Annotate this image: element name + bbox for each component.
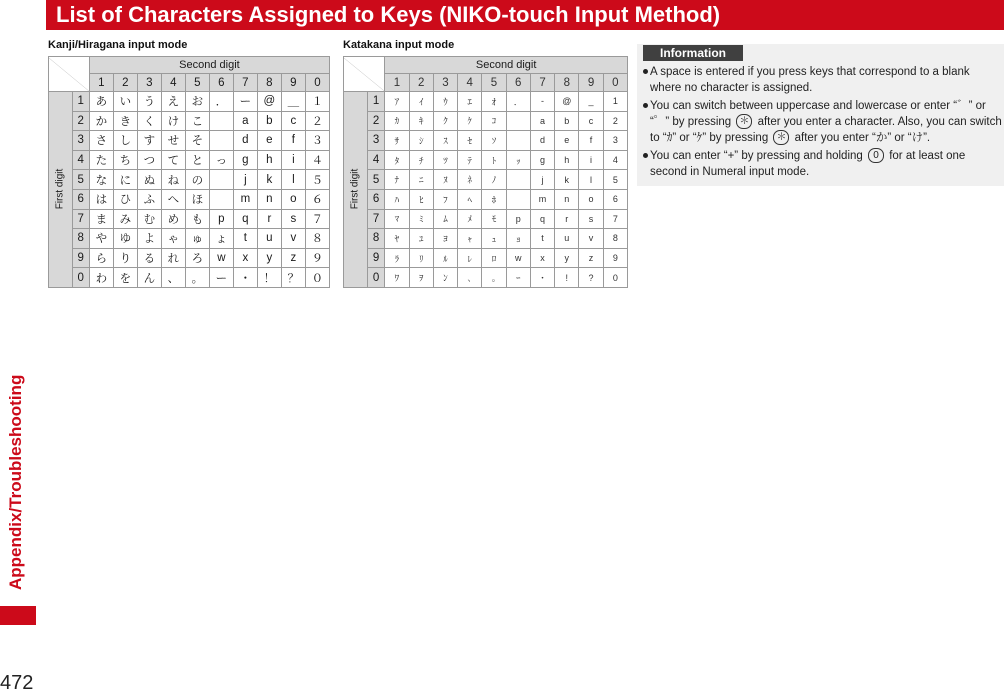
character-cell: r xyxy=(257,209,281,229)
character-cell: ｺ xyxy=(482,111,506,131)
character-cell: ろ xyxy=(185,248,209,268)
asterisk-key-icon: ＊ xyxy=(736,114,752,129)
character-cell: ー xyxy=(233,92,257,112)
character-cell: ５ xyxy=(305,170,329,190)
character-cell: c xyxy=(281,111,305,131)
row-number: 1 xyxy=(367,92,385,112)
column-number: 2 xyxy=(113,74,137,92)
character-cell: わ xyxy=(89,268,113,288)
character-cell: り xyxy=(113,248,137,268)
character-cell: a xyxy=(530,111,554,131)
character-cell: e xyxy=(555,131,579,151)
character-cell: ら xyxy=(89,248,113,268)
katakana-section-label: Katakana input mode xyxy=(343,39,455,51)
character-cell: ｯ xyxy=(506,150,530,170)
column-number: 6 xyxy=(506,74,530,92)
character-cell: i xyxy=(281,150,305,170)
character-cell: y xyxy=(555,248,579,268)
row-number: 3 xyxy=(72,131,89,151)
row-number: 7 xyxy=(367,209,385,229)
character-cell: ＿ xyxy=(281,92,305,112)
character-cell: j xyxy=(530,170,554,190)
column-number: 0 xyxy=(305,74,329,92)
column-number: 1 xyxy=(89,74,113,92)
row-number: 6 xyxy=(367,189,385,209)
row-number: 1 xyxy=(72,92,89,112)
character-cell: r xyxy=(555,209,579,229)
info-text: for at least one second in Numeral input mode. xyxy=(650,150,966,178)
column-number: 4 xyxy=(458,74,482,92)
table-row xyxy=(49,209,330,229)
character-cell: ０ xyxy=(305,268,329,288)
table-row xyxy=(344,229,628,249)
table-row xyxy=(344,209,628,229)
character-cell: ｷ xyxy=(409,111,433,131)
character-cell: ｴ xyxy=(458,92,482,112)
character-cell: e xyxy=(257,131,281,151)
character-cell: ３ xyxy=(305,131,329,151)
character-cell: れ xyxy=(161,248,185,268)
character-cell: x xyxy=(530,248,554,268)
character-cell: せ xyxy=(161,131,185,151)
table-row xyxy=(49,150,330,170)
page-title: List of Characters Assigned to Keys (NIKO-touch Input Method) xyxy=(56,2,721,27)
character-cell: １ xyxy=(305,92,329,112)
character-cell: ･ xyxy=(530,268,554,288)
character-cell: u xyxy=(555,229,579,249)
character-cell: ﾝ xyxy=(433,268,457,288)
character-cell: を xyxy=(113,268,137,288)
character-cell: む xyxy=(137,209,161,229)
character-cell: ﾂ xyxy=(433,150,457,170)
character-cell: ? xyxy=(579,268,603,288)
character-cell: ほ xyxy=(185,189,209,209)
character-cell: ｰ xyxy=(506,268,530,288)
character-cell: ､ xyxy=(458,268,482,288)
character-cell: あ xyxy=(89,92,113,112)
character-cell: ７ xyxy=(305,209,329,229)
character-cell: l xyxy=(579,170,603,190)
row-number: 7 xyxy=(72,209,89,229)
kanji-key-table xyxy=(48,56,330,288)
character-cell: b xyxy=(257,111,281,131)
row-number: 2 xyxy=(72,111,89,131)
character-cell: 4 xyxy=(603,150,627,170)
column-number: 9 xyxy=(281,74,305,92)
character-cell: ん xyxy=(137,268,161,288)
column-number: 3 xyxy=(137,74,161,92)
table-row xyxy=(344,170,628,190)
info-text: A space is entered if you press keys that correspond to a blank where no character is assigned. xyxy=(650,66,970,94)
character-cell: o xyxy=(281,189,305,209)
kanji-section-label: Kanji/Hiragana input mode xyxy=(48,39,188,51)
table-row xyxy=(344,248,628,268)
table-row xyxy=(344,92,628,112)
character-cell: 2 xyxy=(603,111,627,131)
character-cell: f xyxy=(579,131,603,151)
first-digit-header xyxy=(49,92,73,288)
character-cell: i xyxy=(579,150,603,170)
table-row xyxy=(344,150,628,170)
information-list xyxy=(643,64,1003,182)
character-cell: き xyxy=(113,111,137,131)
character-cell: s xyxy=(579,209,603,229)
character-cell: k xyxy=(555,170,579,190)
character-cell: お xyxy=(185,92,209,112)
character-cell: け xyxy=(161,111,185,131)
column-number: 2 xyxy=(409,74,433,92)
character-cell: ょ xyxy=(209,229,233,249)
column-number: 7 xyxy=(530,74,554,92)
row-number: 9 xyxy=(367,248,385,268)
character-cell: ひ xyxy=(113,189,137,209)
character-cell: v xyxy=(579,229,603,249)
character-cell: d xyxy=(530,131,554,151)
character-cell: か xyxy=(89,111,113,131)
character-cell: ﾅ xyxy=(385,170,409,190)
character-cell: n xyxy=(257,189,281,209)
table-corner xyxy=(344,57,385,92)
character-cell: ﾍ xyxy=(458,189,482,209)
character-cell: h xyxy=(257,150,281,170)
character-cell: め xyxy=(161,209,185,229)
character-cell: ﾛ xyxy=(482,248,506,268)
character-cell: こ xyxy=(185,111,209,131)
character-cell: @ xyxy=(555,92,579,112)
character-cell: ？ xyxy=(281,268,305,288)
character-cell: ｽ xyxy=(433,131,457,151)
character-cell xyxy=(209,111,233,131)
table-row xyxy=(49,111,330,131)
column-number: 9 xyxy=(579,74,603,92)
character-cell: ｡ xyxy=(482,268,506,288)
character-cell: y xyxy=(257,248,281,268)
info-text: after you enter “か” or “け”. xyxy=(794,132,931,144)
column-number: 5 xyxy=(185,74,209,92)
character-cell: w xyxy=(506,248,530,268)
character-cell: ｳ xyxy=(433,92,457,112)
row-number: 6 xyxy=(72,189,89,209)
character-cell: ｸ xyxy=(433,111,457,131)
character-cell: ゆ xyxy=(113,229,137,249)
column-number: 8 xyxy=(555,74,579,92)
first-digit-label: First digit xyxy=(54,169,66,210)
character-cell: ｼ xyxy=(409,131,433,151)
column-number: 8 xyxy=(257,74,281,92)
character-cell: ｾ xyxy=(458,131,482,151)
character-cell: ４ xyxy=(305,150,329,170)
character-cell: と xyxy=(185,150,209,170)
title-bar xyxy=(46,0,1004,30)
character-cell: n xyxy=(555,189,579,209)
row-number: 8 xyxy=(367,229,385,249)
character-cell: ﾎ xyxy=(482,189,506,209)
katakana-key-table xyxy=(343,56,628,288)
character-cell: ﾒ xyxy=(458,209,482,229)
character-cell: _ xyxy=(579,92,603,112)
character-cell: ６ xyxy=(305,189,329,209)
character-cell: ﾗ xyxy=(385,248,409,268)
character-cell: u xyxy=(257,229,281,249)
info-item xyxy=(643,98,1003,146)
character-cell: ふ xyxy=(137,189,161,209)
character-cell: 6 xyxy=(603,189,627,209)
character-cell: そ xyxy=(185,131,209,151)
character-cell: a xyxy=(233,111,257,131)
info-text: You can switch between uppercase and lowercase or enter “゛” or “゜” by pressing xyxy=(650,100,986,128)
character-cell: ﾙ xyxy=(433,248,457,268)
character-cell: c xyxy=(579,111,603,131)
character-cell: ﾖ xyxy=(433,229,457,249)
character-cell: も xyxy=(185,209,209,229)
character-cell: t xyxy=(233,229,257,249)
character-cell: ー xyxy=(209,268,233,288)
character-cell xyxy=(506,189,530,209)
table-corner xyxy=(49,57,90,92)
column-number: 0 xyxy=(603,74,627,92)
table-row xyxy=(49,131,330,151)
column-number: 5 xyxy=(482,74,506,92)
character-cell: ． xyxy=(209,92,233,112)
character-cell: g xyxy=(233,150,257,170)
character-cell: ﾃ xyxy=(458,150,482,170)
table-row xyxy=(49,170,330,190)
character-cell: ゅ xyxy=(185,229,209,249)
character-cell: ﾌ xyxy=(433,189,457,209)
character-cell: z xyxy=(281,248,305,268)
character-cell: s xyxy=(281,209,305,229)
character-cell: つ xyxy=(137,150,161,170)
character-cell: ﾚ xyxy=(458,248,482,268)
row-number: 4 xyxy=(72,150,89,170)
character-cell: ﾄ xyxy=(482,150,506,170)
character-cell: ﾊ xyxy=(385,189,409,209)
character-cell xyxy=(506,111,530,131)
character-cell: ｦ xyxy=(409,268,433,288)
character-cell: q xyxy=(233,209,257,229)
character-cell: ﾋ xyxy=(409,189,433,209)
character-cell: ｲ xyxy=(409,92,433,112)
character-cell: 5 xyxy=(603,170,627,190)
character-cell: 、 xyxy=(161,268,185,288)
character-cell: 8 xyxy=(603,229,627,249)
character-cell xyxy=(209,170,233,190)
table-row xyxy=(49,229,330,249)
character-cell: k xyxy=(257,170,281,190)
column-number: 1 xyxy=(385,74,409,92)
character-cell: へ xyxy=(161,189,185,209)
character-cell: よ xyxy=(137,229,161,249)
info-text: You can enter “+” by pressing and holding xyxy=(650,150,863,162)
character-cell: 3 xyxy=(603,131,627,151)
character-cell: ﾉ xyxy=(482,170,506,190)
character-cell: ﾘ xyxy=(409,248,433,268)
zero-key-icon: 0 xyxy=(868,148,884,163)
character-cell: の xyxy=(185,170,209,190)
side-tab-marker xyxy=(0,606,36,625)
page-number: 472 xyxy=(0,672,34,694)
character-cell: ﾓ xyxy=(482,209,506,229)
character-cell: ﾇ xyxy=(433,170,457,190)
character-cell: ぬ xyxy=(137,170,161,190)
character-cell: 1 xyxy=(603,92,627,112)
table-row xyxy=(344,268,628,288)
character-cell: ﾀ xyxy=(385,150,409,170)
character-cell: ﾐ xyxy=(409,209,433,229)
character-cell: b xyxy=(555,111,579,131)
information-tag: Information xyxy=(643,45,743,61)
character-cell: っ xyxy=(209,150,233,170)
character-cell: ！ xyxy=(257,268,281,288)
character-cell: 9 xyxy=(603,248,627,268)
character-cell: え xyxy=(161,92,185,112)
table-row xyxy=(49,268,330,288)
character-cell: ． xyxy=(506,92,530,112)
character-cell: や xyxy=(89,229,113,249)
info-item xyxy=(643,64,1003,96)
table-row xyxy=(344,189,628,209)
character-cell: ﾁ xyxy=(409,150,433,170)
character-cell: さ xyxy=(89,131,113,151)
row-number: 2 xyxy=(367,111,385,131)
character-cell: ｵ xyxy=(482,92,506,112)
character-cell: 。 xyxy=(185,268,209,288)
character-cell: j xyxy=(233,170,257,190)
character-cell: し xyxy=(113,131,137,151)
character-cell: み xyxy=(113,209,137,229)
character-cell: ゃ xyxy=(161,229,185,249)
character-cell: ｬ xyxy=(458,229,482,249)
character-cell: ま xyxy=(89,209,113,229)
row-number: 5 xyxy=(367,170,385,190)
character-cell: m xyxy=(530,189,554,209)
asterisk-key-icon: ＊ xyxy=(773,130,789,145)
character-cell: ﾏ xyxy=(385,209,409,229)
character-cell: q xyxy=(530,209,554,229)
character-cell: ｮ xyxy=(506,229,530,249)
row-number: 9 xyxy=(72,248,89,268)
character-cell xyxy=(209,131,233,151)
character-cell: い xyxy=(113,92,137,112)
character-cell: ち xyxy=(113,150,137,170)
character-cell: す xyxy=(137,131,161,151)
character-cell: な xyxy=(89,170,113,190)
character-cell: ね xyxy=(161,170,185,190)
info-text: after you enter a character. Also, you can switch to “ｶ” or “ｹ” by pressing xyxy=(650,116,1002,144)
character-cell xyxy=(506,170,530,190)
first-digit-label: First digit xyxy=(349,169,361,210)
character-cell: ｹ xyxy=(458,111,482,131)
row-number: 0 xyxy=(72,268,89,288)
character-cell: ﾆ xyxy=(409,170,433,190)
column-number: 7 xyxy=(233,74,257,92)
second-digit-header: Second digit xyxy=(89,57,329,74)
character-cell: m xyxy=(233,189,257,209)
character-cell: く xyxy=(137,111,161,131)
character-cell: に xyxy=(113,170,137,190)
character-cell: て xyxy=(161,150,185,170)
column-number: 3 xyxy=(433,74,457,92)
character-cell xyxy=(209,189,233,209)
character-cell: ９ xyxy=(305,248,329,268)
character-cell: ｶ xyxy=(385,111,409,131)
column-number: 6 xyxy=(209,74,233,92)
table-row xyxy=(344,111,628,131)
column-number: 4 xyxy=(161,74,185,92)
character-cell: ２ xyxy=(305,111,329,131)
character-cell: ﾕ xyxy=(409,229,433,249)
table-row xyxy=(49,248,330,268)
character-cell: w xyxy=(209,248,233,268)
character-cell: d xyxy=(233,131,257,151)
character-cell: 7 xyxy=(603,209,627,229)
character-cell: ﾔ xyxy=(385,229,409,249)
character-cell: x xyxy=(233,248,257,268)
character-cell: t xyxy=(530,229,554,249)
character-cell: 0 xyxy=(603,268,627,288)
character-cell: ８ xyxy=(305,229,329,249)
character-cell: ! xyxy=(555,268,579,288)
character-cell: ﾈ xyxy=(458,170,482,190)
character-cell: ﾜ xyxy=(385,268,409,288)
character-cell: ｱ xyxy=(385,92,409,112)
character-cell: p xyxy=(506,209,530,229)
table-row xyxy=(49,189,330,209)
character-cell: v xyxy=(281,229,305,249)
row-number: 8 xyxy=(72,229,89,249)
character-cell: h xyxy=(555,150,579,170)
second-digit-header: Second digit xyxy=(385,57,628,74)
character-cell: は xyxy=(89,189,113,209)
table-row xyxy=(344,131,628,151)
character-cell: z xyxy=(579,248,603,268)
row-number: 3 xyxy=(367,131,385,151)
character-cell: l xyxy=(281,170,305,190)
character-cell: p xyxy=(209,209,233,229)
character-cell: ﾑ xyxy=(433,209,457,229)
character-cell: ｭ xyxy=(482,229,506,249)
character-cell: ｿ xyxy=(482,131,506,151)
character-cell: o xyxy=(579,189,603,209)
character-cell: る xyxy=(137,248,161,268)
row-number: 0 xyxy=(367,268,385,288)
character-cell: う xyxy=(137,92,161,112)
character-cell: た xyxy=(89,150,113,170)
first-digit-header xyxy=(344,92,368,288)
row-number: 5 xyxy=(72,170,89,190)
character-cell: g xyxy=(530,150,554,170)
character-cell: - xyxy=(530,92,554,112)
character-cell: ・ xyxy=(233,268,257,288)
character-cell: ｻ xyxy=(385,131,409,151)
character-cell: f xyxy=(281,131,305,151)
table-row xyxy=(49,92,330,112)
character-cell: @ xyxy=(257,92,281,112)
row-number: 4 xyxy=(367,150,385,170)
side-section-label: Appendix/Troubleshooting xyxy=(6,374,25,590)
character-cell xyxy=(506,131,530,151)
info-item xyxy=(643,148,1003,180)
